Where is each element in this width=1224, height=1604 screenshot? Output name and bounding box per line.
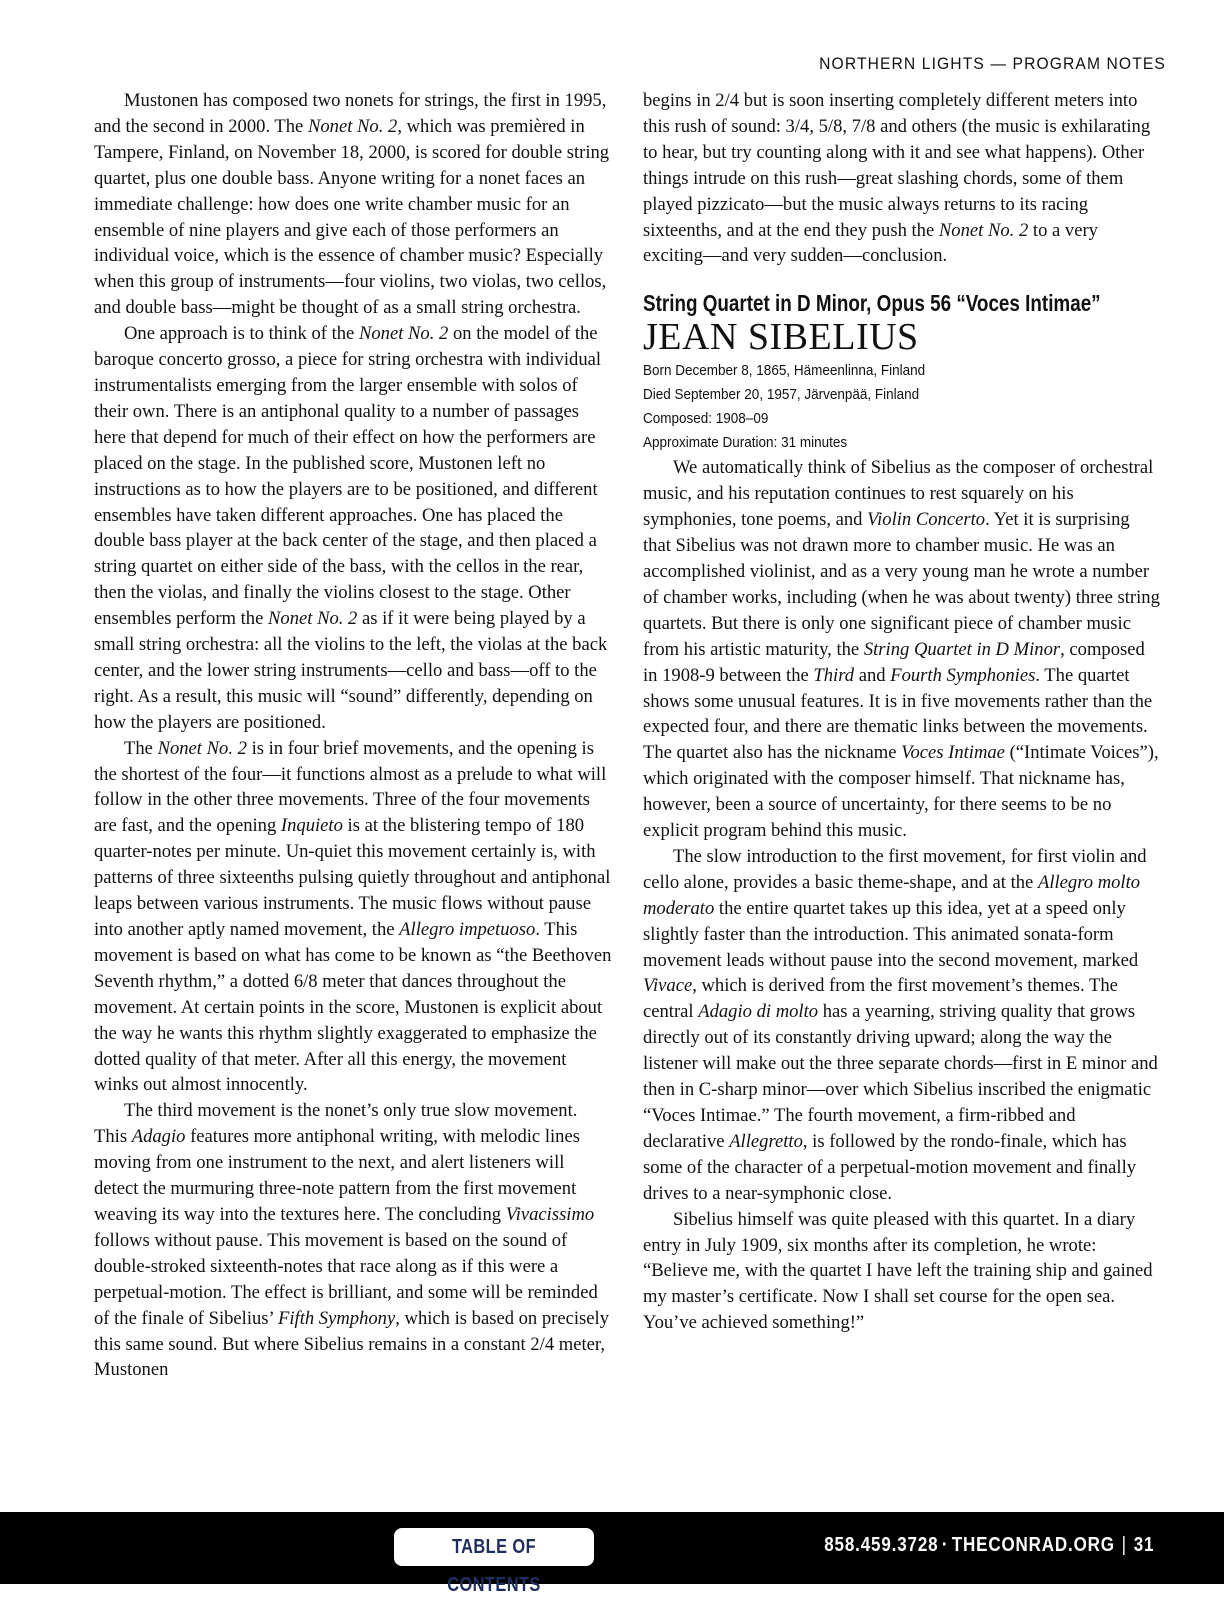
divider: | (1121, 1534, 1127, 1556)
work-title: String Quartet in D Minor, Opus 56 “Voces Intimae” (643, 290, 1101, 317)
phone-link[interactable]: 858.459.3728 (823, 1534, 939, 1556)
page-number: 31 (1133, 1534, 1154, 1556)
footer-bar (0, 1512, 1224, 1596)
footer-contact (824, 1534, 1154, 1557)
born-line: Born December 8, 1865, Hämeenlinna, Finland (643, 362, 926, 380)
body-paragraph: One approach is to think of the Nonet No. 2 on the model of the baroque concerto grosso, a piece for string orchestra with individual instrumentalists emerging from the larger ensemble with solos of their own. There is an antiphonal quality to a number of passages here that depend for much of their effect on how the performers are placed on the stage. In the published score, Mustonen left no instructions as to how the players are to be positioned, and different ensembles have taken different approaches. One has placed the double bass player at the back center of the stage, and then placed a string quartet on either side of the bass, with the cellos in the rear, then the violas, and finally the violins closest to the stage. Other ensembles perform the Nonet No. 2 as if it were being played by a small string orchestra: all the violins to the left, the violas at the back center, and the lower string instruments—cello and bass—off to the right. As a result, this music will “sound” differently, depending on how the players are positioned. (94, 323, 608, 733)
body-paragraph: Sibelius himself was quite pleased with this quartet. In a diary entry in July 1909, six months after its completion, he wrote: “Believe me, with the quartet I have left the training ship and gained my master’s certificate. Now I shall set course for the open sea. You’ve achieved something!” (643, 1208, 1153, 1334)
body-paragraph: The Nonet No. 2 is in four brief movements, and the opening is the shortest of the four—it functions almost as a prelude to what will follow in the other three movements. Three of the four movements are fast, and the opening Inquieto is at the blistering tempo of 180 quarter-notes per minute. Un-quiet this movement certainly is, with patterns of three sixteenths pulsing quietly throughout and antiphonal leaps between various instruments. The music flows without pause into another aptly named movement, the Allegro impetuoso. This movement is based on what has come to be known as “the Beethoven Seventh rhythm,” a dotted 6/8 meter that dances throughout the movement. At certain points in the score, Mustonen is explicit about the way he wants this rhythm slightly exaggerated to emphasize the dotted quality of that meter. After all this energy, the movement winks out almost innocently. (94, 737, 612, 1096)
died-line: Died September 20, 1957, Järvenpää, Finland (643, 386, 920, 404)
left-column (94, 88, 612, 1383)
toc-label: TABLE OF CONTENTS (447, 1536, 541, 1596)
body-paragraph: We automatically think of Sibelius as the composer of orchestral music, and his reputation continues to rest squarely on his symphonies, tone poems, and Violin Concerto. Yet it is surprising that Sibelius was not drawn more to chamber music. He was an accomplished violinist, and as a very young man he wrote a number of chamber works, including (when he was about twenty) three string quartets. But there is only one significant piece of chamber music from his artistic maturity, the String Quartet in D Minor, composed in 1908-9 between the Third and Fourth Symphonies. The quartet shows some unusual features. It is in five movements rather than the expected four, and there are thematic links between the movements. The quartet also has the nickname Voces Intimae (“Intimate Voices”), which originated with the composer himself. That nickname has, however, been a source of uncertainty, for there seems to be no explicit program behind this music. (643, 457, 1160, 842)
body-paragraph: The third movement is the nonet’s only true slow movement. This Adagio features more antiphonal writing, with melodic lines moving from one instrument to the next, and alert listeners will detect the murmuring three-note pattern from the first movement weaving its way into the textures here. The concluding Vivacissimo follows without pause. This movement is based on the sound of double-stroked sixteenth-notes that race along as if this were a perpetual-motion. The effect is brilliant, and some will be reminded of the finale of Sibelius’ Fifth Symphony, which is based on precisely this same sound. But where Sibelius remains in a constant 2/4 meter, Mustonen (94, 1100, 609, 1381)
table-of-contents-button[interactable] (394, 1528, 594, 1596)
composer-meta (643, 359, 1161, 455)
duration-line: Approximate Duration: 31 minutes (643, 434, 848, 452)
continuation-paragraph: begins in 2/4 but is soon inserting completely different meters into this rush of sound: 3/4, 5/8, 7/8 and others (the music is exhilarating to hear, but try counting along with it and see what happens). Other things intrude on this rush—great slashing chords, some of them played pizzicato—but the music always returns to its racing sixteenths, and at the end they push the Nonet No. 2 to a very exciting—and very sudden—conclusion. (643, 90, 1151, 267)
composer-name: JEAN SIBELIUS (643, 316, 919, 359)
body-paragraph: Mustonen has composed two nonets for strings, the first in 1995, and the second in 2000. The Nonet No. 2, which was premièred in Tampere, Finland, on November 18, 2000, is scored for double string quartet, plus one double bass. Anyone writing for a nonet faces an immediate challenge: how does one write chamber music for an ensemble of nine players and give each of those performers an individual voice, which is the essence of chamber music? Especially when this group of instruments—four violins, two violas, two cellos, and double bass—might be thought of as a small string orchestra. (94, 90, 610, 319)
dot-separator: · (941, 1534, 949, 1556)
running-head: NORTHERN LIGHTS — PROGRAM NOTES (819, 54, 1166, 73)
composed-line: Composed: 1908–09 (643, 410, 769, 428)
right-column (643, 88, 1161, 1336)
website-link[interactable]: THECONRAD.ORG (951, 1534, 1115, 1556)
body-paragraph: The slow introduction to the first movement, for first violin and cello alone, provides a basic theme-shape, and at the Allegro molto moderato the entire quartet takes up this idea, yet at a speed only slightly faster than the introduction. This animated sonata-form movement leads without pause into the second movement, marked Vivace, which is derived from the first movement’s themes. The central Adagio di molto has a yearning, striving quality that grows directly out of its constantly driving upward; along the way the listener will make out the three separate chords—first in E minor and then in C-sharp minor—over which Sibelius inscribed the enigmatic “Voces Intimae.” The fourth movement, a firm-ribbed and declarative Allegretto, is followed by the rondo-finale, which has some of the character of a perpetual-motion movement and finally drives to a near-symphonic close. (643, 845, 1158, 1204)
